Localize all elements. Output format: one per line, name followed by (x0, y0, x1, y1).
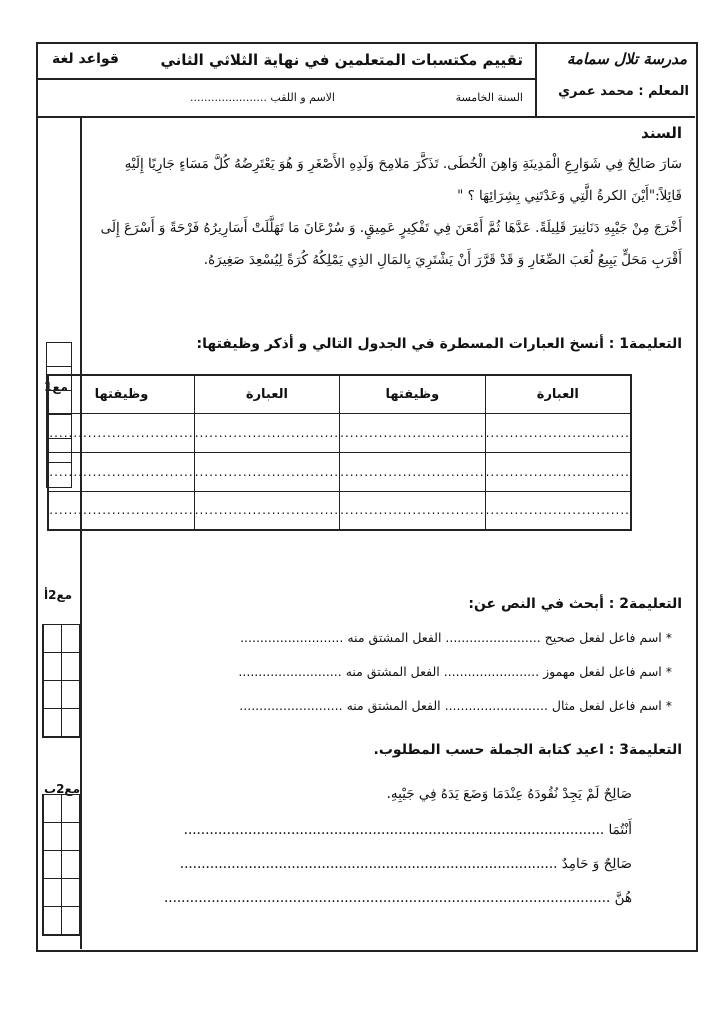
header (38, 44, 695, 118)
q3-item-2[interactable]: صَالِحٌ وَ حَامِدٌ ........................................................................................ (179, 856, 632, 872)
level-label: السنة الخامسة (455, 91, 523, 104)
instruction-1-label: التعليمة1 : (608, 336, 682, 352)
table-cell[interactable]: .............................. (340, 452, 485, 491)
table-row (48, 491, 631, 530)
q3-item-3[interactable]: هُنَّ ........................................................................................................ (164, 890, 632, 906)
exam-title: تقييم مكتسبات المتعلمين في نهاية الثلاثي الثاني (160, 51, 523, 69)
criterion-1-label: مع1 (44, 380, 68, 394)
col-header-function-1: وظيفتها (340, 375, 485, 413)
q3-sentence: صَالِحٌ لَمْ يَجِدْ نُقُودَهُ عِنْدَمَا وَضَعَ يَدَهُ فِي جَيْبِهِ. (386, 786, 632, 802)
table-header-row (48, 375, 631, 413)
table-cell[interactable]: .............................. (340, 413, 485, 452)
instruction-1 (196, 336, 682, 352)
instruction-2 (468, 596, 682, 612)
table-cell[interactable]: .............................. (485, 413, 631, 452)
grade-box-2a[interactable] (42, 624, 80, 738)
header-main (38, 44, 535, 116)
q3-item-1[interactable]: أَنْتُمَا .................................................................................................. (183, 822, 632, 838)
instruction-3-text: اعيد كتابة الجملة حسب المطلوب. (373, 742, 604, 758)
criterion-2a-label: مع2أ (44, 588, 73, 602)
text-paragraph-2: أَخْرَجَ مِنْ جَيْبِهِ دَنَانِيرَ قَلِيلَةً. عَدَّهَا ثُمَّ أَمْعَنَ فِي تَفْكِيرٍ عَمِيقٍ. وَ سُرْعَانَ مَا تَهَلَّلَتْ أَسَارِيرُهُ فَرْحَةً وَ أَسْرَعَ إِلَى أَقْرَبِ مَحَلٍّ يَبِيعُ لُعَبَ الصِّغَارِ وَ قَدْ قَرَّرَ أَنْ يَشْتَرِيَ بِالمَالِ الذِي يَمْلِكُهُ كُرَةً لِيُسْعِدَ صَغِيرَهُ. (100, 220, 682, 268)
table-row (48, 452, 631, 491)
answer-table (47, 374, 632, 531)
text-paragraph-1: سَارَ صَالِحٌ فِي شَوَارِعِ الْمَدِينَةِ وَاهِنَ الْخُطَى. تَذَكَّرَ مَلامِحَ وَلَدِهِ الأَصْغَرِ وَ هُوَ يَعْتَرِضُهُ كُلَّ مَسَاءٍ جَارِيًا إِلَيْهِ قَائِلاً:"أَيْنَ الكرةُ الَّتِي وَعَدْتَنِي بِشِرَائِهَا ؟ " (124, 156, 682, 204)
col-header-phrase-2: العبارة (194, 375, 339, 413)
table-cell[interactable]: .............................. (194, 452, 339, 491)
school-box (535, 44, 695, 116)
section-heading: السند (641, 124, 682, 142)
q2-item-1[interactable]: * اسم فاعل لفعل صحيح ........................ الفعل المشتق منه .......................... (240, 630, 672, 645)
table-cell[interactable]: .............................. (485, 452, 631, 491)
instruction-1-text: أنسخ العبارات المسطرة في الجدول التالي و أذكر وظيفتها: (196, 336, 604, 352)
header-title-row (38, 44, 535, 80)
name-field[interactable]: الاسم و اللقب ...................... (189, 91, 335, 104)
teacher-name: المعلم : محمد عمري (558, 84, 689, 99)
q2-item-2[interactable]: * اسم فاعل لفعل مهموز ........................ الفعل المشتق منه .......................... (238, 664, 672, 679)
table-cell[interactable]: .............................. (485, 491, 631, 530)
instruction-3-label: التعليمة3 : (608, 742, 682, 758)
col-header-function-2: وظيفتها (48, 375, 194, 413)
school-name: مدرسة تلال سمامة (566, 50, 687, 68)
table-row (48, 413, 631, 452)
col-header-phrase-1: العبارة (485, 375, 631, 413)
table-cell[interactable]: .............................. (194, 491, 339, 530)
table-cell[interactable]: .............................. (340, 491, 485, 530)
exam-sheet (36, 42, 698, 952)
criterion-2b-label: مع2ب (44, 782, 81, 796)
grade-box-2b[interactable] (42, 794, 80, 936)
table-cell[interactable]: .............................. (48, 452, 194, 491)
instruction-3 (374, 742, 682, 758)
table-cell[interactable]: .............................. (194, 413, 339, 452)
table-cell[interactable]: .............................. (48, 413, 194, 452)
table-cell[interactable]: .............................. (48, 491, 194, 530)
subject-label: قواعد لغة (52, 51, 119, 67)
q2-item-3[interactable]: * اسم فاعل لفعل مثال .......................... الفعل المشتق منه .......................... (239, 698, 672, 713)
instruction-2-text: أبحث في النص عن: (468, 596, 604, 612)
instruction-2-label: التعليمة2 : (608, 596, 682, 612)
